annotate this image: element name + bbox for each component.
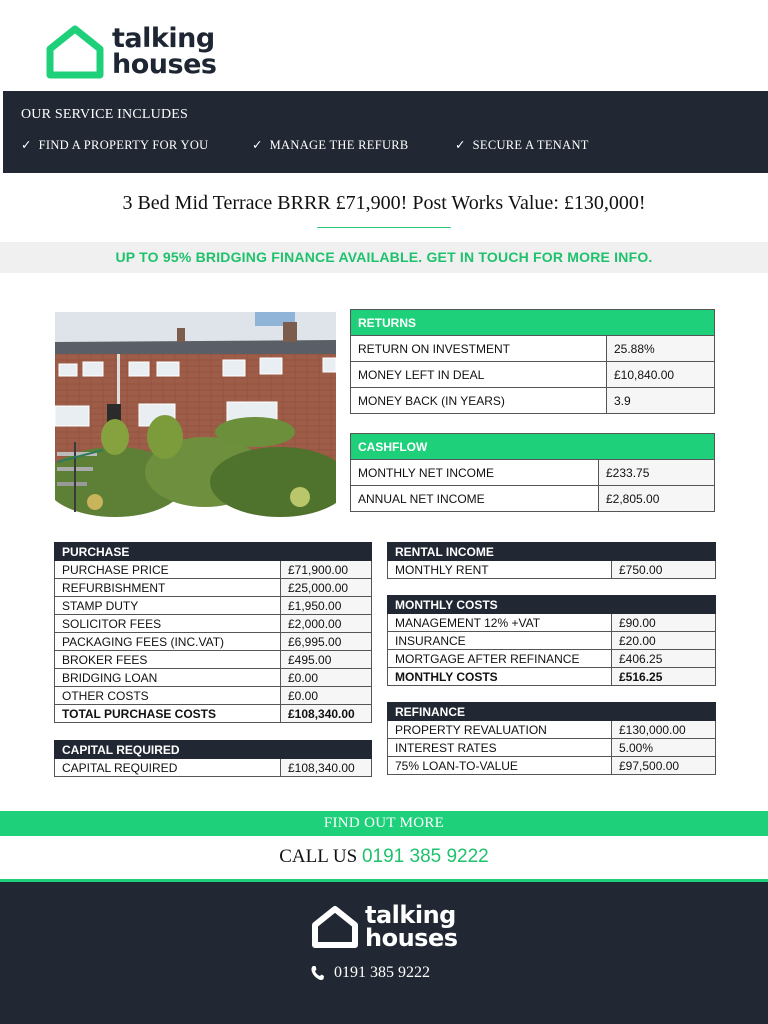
returns-value: £10,840.00	[607, 362, 715, 388]
footer-phone-number: 0191 385 9222	[334, 964, 430, 981]
capital-label: CAPITAL REQUIRED	[55, 759, 281, 777]
footer	[0, 882, 768, 1024]
monthly-costs-value: £90.00	[612, 614, 716, 632]
refinance-label: INTEREST RATES	[388, 739, 612, 757]
finance-banner: UP TO 95% BRIDGING FINANCE AVAILABLE. GET IN TOUCH FOR MORE INFO.	[0, 242, 768, 273]
purchase-table	[54, 542, 372, 723]
returns-table	[350, 309, 715, 414]
cashflow-label: ANNUAL NET INCOME	[351, 486, 599, 512]
monthly-costs-label: MORTGAGE AFTER REFINANCE	[388, 650, 612, 668]
refinance-label: 75% LOAN-TO-VALUE	[388, 757, 612, 775]
brand-line-2: houses	[112, 49, 217, 80]
brand-name	[112, 23, 217, 80]
capital-header: CAPITAL REQUIRED	[55, 741, 372, 759]
footer-brand-logo[interactable]	[311, 901, 458, 952]
call-us-line	[0, 846, 768, 868]
cashflow-label: MONTHLY NET INCOME	[351, 460, 599, 486]
purchase-label: BRIDGING LOAN	[55, 669, 281, 687]
refinance-header: REFINANCE	[388, 703, 716, 721]
service-band	[3, 91, 768, 173]
rental-table	[387, 542, 716, 579]
brand-line-1: talking	[365, 901, 456, 929]
purchase-label: BROKER FEES	[55, 651, 281, 669]
title-divider	[317, 227, 451, 228]
table-row	[388, 739, 716, 757]
cashflow-value: £2,805.00	[599, 486, 715, 512]
total-row	[388, 668, 716, 686]
footer-phone[interactable]	[310, 964, 430, 982]
purchase-value: £0.00	[281, 669, 372, 687]
purchase-total-value: £108,340.00	[281, 705, 372, 723]
purchase-value: £71,900.00	[281, 561, 372, 579]
purchase-value: £6,995.00	[281, 633, 372, 651]
returns-header: RETURNS	[351, 310, 715, 336]
purchase-value: £2,000.00	[281, 615, 372, 633]
table-row	[351, 486, 715, 512]
property-photo	[55, 312, 336, 519]
table-row	[55, 561, 372, 579]
table-row	[55, 615, 372, 633]
table-row	[55, 633, 372, 651]
table-row	[388, 614, 716, 632]
table-row	[351, 336, 715, 362]
service-title: OUR SERVICE INCLUDES	[21, 107, 188, 122]
table-row	[55, 597, 372, 615]
purchase-header: PURCHASE	[55, 543, 372, 561]
purchase-label: OTHER COSTS	[55, 687, 281, 705]
purchase-value: £0.00	[281, 687, 372, 705]
brand-line-1: talking	[112, 23, 215, 54]
call-us-phone-link[interactable]: 0191 385 9222	[361, 846, 489, 867]
table-row	[388, 721, 716, 739]
table-row	[55, 579, 372, 597]
monthly-costs-total-value: £516.25	[612, 668, 716, 686]
purchase-value: £25,000.00	[281, 579, 372, 597]
capital-table	[54, 740, 372, 777]
monthly-costs-label: INSURANCE	[388, 632, 612, 650]
returns-label: RETURN ON INVESTMENT	[351, 336, 607, 362]
table-row	[55, 651, 372, 669]
monthly-costs-header: MONTHLY COSTS	[388, 596, 716, 614]
table-row	[388, 757, 716, 775]
purchase-label: PURCHASE PRICE	[55, 561, 281, 579]
returns-value: 25.88%	[607, 336, 715, 362]
brand-logo[interactable]	[46, 25, 216, 79]
monthly-costs-label: MANAGEMENT 12% +VAT	[388, 614, 612, 632]
purchase-label: SOLICITOR FEES	[55, 615, 281, 633]
call-us-label: CALL US	[279, 846, 358, 867]
table-row	[388, 650, 716, 668]
cashflow-table	[350, 433, 715, 512]
purchase-label: REFURBISHMENT	[55, 579, 281, 597]
check-icon: ✓	[21, 138, 32, 152]
refinance-value: 5.00%	[612, 739, 716, 757]
cashflow-value: £233.75	[599, 460, 715, 486]
rental-header: RENTAL INCOME	[388, 543, 716, 561]
cashflow-header: CASHFLOW	[351, 434, 715, 460]
refinance-value: £130,000.00	[612, 721, 716, 739]
table-row	[351, 362, 715, 388]
returns-value: 3.9	[607, 388, 715, 414]
service-item-tenant: ✓ SECURE A TENANT	[455, 138, 589, 152]
purchase-value: £1,950.00	[281, 597, 372, 615]
house-logo-icon	[46, 25, 104, 79]
monthly-costs-total-label: MONTHLY COSTS	[388, 668, 612, 686]
table-row	[351, 388, 715, 414]
find-out-more-button[interactable]: FIND OUT MORE	[0, 811, 768, 836]
phone-icon	[310, 965, 324, 981]
footer-brand-name	[365, 901, 458, 952]
house-logo-icon	[311, 905, 359, 949]
table-row	[351, 460, 715, 486]
table-row	[388, 632, 716, 650]
purchase-total-label: TOTAL PURCHASE COSTS	[55, 705, 281, 723]
total-row	[55, 705, 372, 723]
refinance-label: PROPERTY REVALUATION	[388, 721, 612, 739]
purchase-label: PACKAGING FEES (INC.VAT)	[55, 633, 281, 651]
rental-label: MONTHLY RENT	[388, 561, 612, 579]
returns-label: MONEY LEFT IN DEAL	[351, 362, 607, 388]
table-row	[388, 561, 716, 579]
table-row	[55, 687, 372, 705]
table-row	[55, 759, 372, 777]
table-row	[55, 669, 372, 687]
monthly-costs-value: £406.25	[612, 650, 716, 668]
returns-label: MONEY BACK (IN YEARS)	[351, 388, 607, 414]
check-icon: ✓	[455, 138, 466, 152]
capital-value: £108,340.00	[281, 759, 372, 777]
purchase-value: £495.00	[281, 651, 372, 669]
rental-value: £750.00	[612, 561, 716, 579]
refinance-value: £97,500.00	[612, 757, 716, 775]
brand-line-2: houses	[365, 924, 458, 952]
monthly-costs-table	[387, 595, 716, 686]
purchase-label: STAMP DUTY	[55, 597, 281, 615]
refinance-table	[387, 702, 716, 775]
monthly-costs-value: £20.00	[612, 632, 716, 650]
service-item-refurb: ✓ MANAGE THE REFURB	[252, 138, 409, 152]
check-icon: ✓	[252, 138, 263, 152]
page-title: 3 Bed Mid Terrace BRRR £71,900! Post Works Value: £130,000!	[122, 192, 646, 214]
service-item-find: ✓ FIND A PROPERTY FOR YOU	[21, 138, 209, 152]
